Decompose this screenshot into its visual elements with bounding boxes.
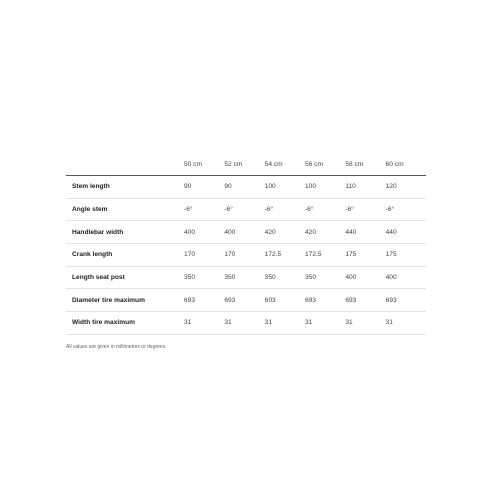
table-cell: -6° — [386, 198, 426, 221]
row-label: Diameter tire maximum — [66, 289, 184, 312]
table-row-length-seat-post — [66, 266, 426, 289]
table-cell: 400 — [224, 221, 264, 244]
table-cell: -6° — [184, 198, 224, 221]
table-cell: 350 — [184, 266, 224, 289]
table-row-diameter-tire-maximum — [66, 289, 426, 312]
table-cell: 350 — [305, 266, 345, 289]
table-cell: 31 — [386, 312, 426, 335]
table-cell: 693 — [224, 289, 264, 312]
table-cell: 110 — [345, 176, 385, 199]
table-cell: 175 — [345, 244, 385, 267]
table-cell: 693 — [305, 289, 345, 312]
column-header-52cm: 52 cm — [224, 153, 264, 176]
table-cell: 31 — [305, 312, 345, 335]
table-cell: 100 — [305, 176, 345, 199]
table-cell: 400 — [386, 266, 426, 289]
table-cell: 693 — [386, 289, 426, 312]
table-row-crank-length — [66, 244, 426, 267]
table-cell: 440 — [345, 221, 385, 244]
table-cell: 693 — [265, 289, 305, 312]
table-cell: 175 — [386, 244, 426, 267]
table-footnote: All values are given in millimetres or degrees. — [66, 344, 167, 350]
header-row — [66, 153, 426, 176]
row-label: Length seat post — [66, 266, 184, 289]
table-cell: 100 — [265, 176, 305, 199]
column-header-58cm: 58 cm — [345, 153, 385, 176]
table-cell: 172.5 — [265, 244, 305, 267]
table-cell: -6° — [305, 198, 345, 221]
column-header-60cm: 60 cm — [386, 153, 426, 176]
header-corner-cell — [66, 153, 184, 176]
table-body — [66, 176, 426, 335]
row-label: Stem length — [66, 176, 184, 199]
table-cell: 350 — [265, 266, 305, 289]
table-cell: 31 — [224, 312, 264, 335]
table-cell: 170 — [184, 244, 224, 267]
table-cell: 350 — [224, 266, 264, 289]
table-cell: 31 — [265, 312, 305, 335]
table-cell: 693 — [184, 289, 224, 312]
row-label: Width tire maximum — [66, 312, 184, 335]
row-label: Angle stem — [66, 198, 184, 221]
table-cell: 90 — [224, 176, 264, 199]
table-row-stem-length — [66, 176, 426, 199]
row-label: Crank length — [66, 244, 184, 267]
table-cell: -6° — [265, 198, 305, 221]
column-header-56cm: 56 cm — [305, 153, 345, 176]
table-cell: 90 — [184, 176, 224, 199]
table-cell: 170 — [224, 244, 264, 267]
table-cell: 172.5 — [305, 244, 345, 267]
table-cell: -6° — [224, 198, 264, 221]
table-cell: 31 — [184, 312, 224, 335]
table-cell: 693 — [345, 289, 385, 312]
table-cell: 440 — [386, 221, 426, 244]
row-label: Handlebar width — [66, 221, 184, 244]
table-header — [66, 153, 426, 176]
table-cell: 31 — [345, 312, 385, 335]
table-cell: 120 — [386, 176, 426, 199]
table-cell: 420 — [305, 221, 345, 244]
table-row-angle-stem — [66, 198, 426, 221]
table-cell: 400 — [184, 221, 224, 244]
table-cell: 420 — [265, 221, 305, 244]
column-header-50cm: 50 cm — [184, 153, 224, 176]
column-header-54cm: 54 cm — [265, 153, 305, 176]
table-cell: -6° — [345, 198, 385, 221]
table-row-handlebar-width — [66, 221, 426, 244]
table-row-width-tire-maximum — [66, 312, 426, 335]
geometry-spec-table — [66, 153, 426, 335]
table-cell: 400 — [345, 266, 385, 289]
